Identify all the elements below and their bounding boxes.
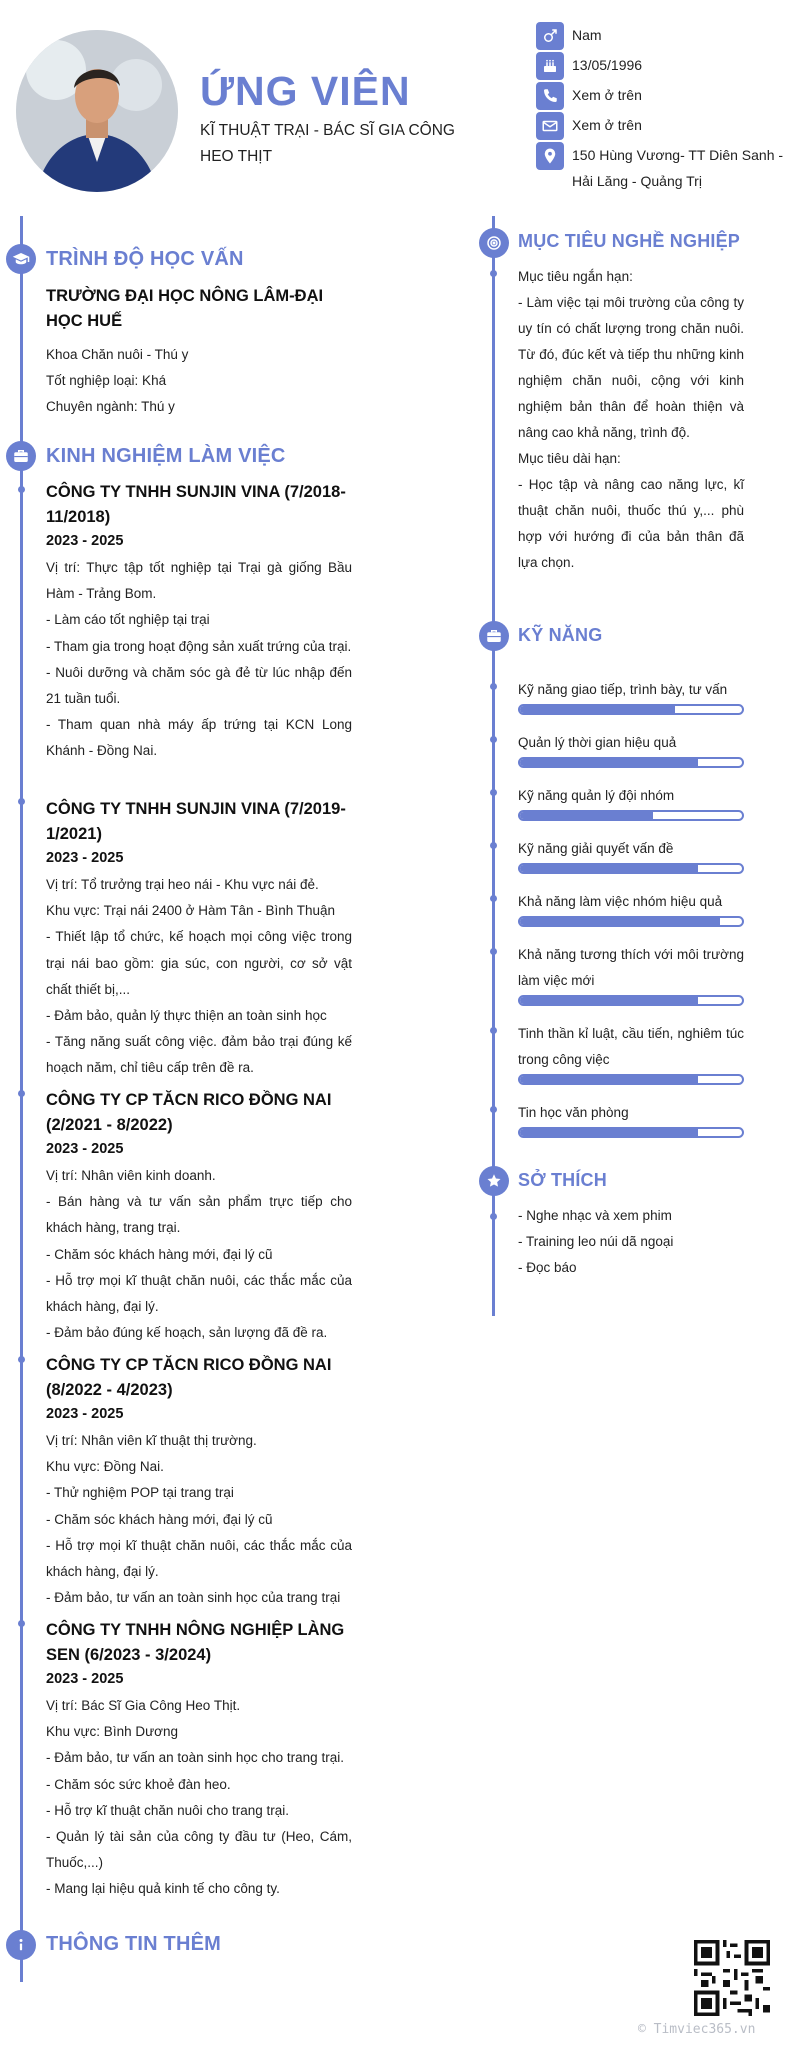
skill-name: Kỹ năng quản lý đội nhóm bbox=[518, 788, 675, 803]
contact-info bbox=[536, 22, 796, 194]
hobbies-heading: SỞ THÍCH bbox=[518, 1170, 607, 1190]
dob-text: 13/05/1996 bbox=[572, 57, 643, 73]
qr-code bbox=[694, 1940, 770, 2016]
job-years: 2023 - 2025 bbox=[46, 1141, 124, 1157]
timeline-dot bbox=[490, 1106, 497, 1113]
skill-bar-fill bbox=[520, 865, 698, 872]
long-term-text: - Học tập và nâng cao năng lực, kĩ thuật chăn nuôi, thuốc thú y,... phù hợp với hướng đi của bản thân đã lựa chọn. bbox=[518, 477, 744, 570]
timeline-dot bbox=[490, 948, 497, 955]
job-years: 2023 - 2025 bbox=[46, 1671, 124, 1687]
job-years: 2023 - 2025 bbox=[46, 850, 124, 866]
job-line: - Thiết lập tổ chức, kế hoạch mọi công việc trong trại nái bao gồm: gia súc, con người, cơ sở vật chất thiết bị,... bbox=[46, 929, 352, 997]
timeline-dot bbox=[490, 789, 497, 796]
briefcase-icon bbox=[6, 441, 36, 471]
job-line: - Tham quan nhà máy ấp trứng tại KCN Long Khánh - Đồng Nai. bbox=[46, 717, 352, 759]
job-line: - Nuôi dưỡng và chăm sóc gà đẻ từ lúc nhập đến 21 tuần tuổi. bbox=[46, 664, 352, 707]
skill-item bbox=[518, 889, 744, 927]
skill-item bbox=[518, 1100, 744, 1138]
job-company: CÔNG TY CP TĂCN RICO ĐỒNG NAI (2/2021 - 8/2022) bbox=[46, 1091, 332, 1134]
email-text: Xem ở trên bbox=[572, 117, 642, 133]
timeline-dot bbox=[490, 736, 497, 743]
long-term-label: Mục tiêu dài hạn: bbox=[518, 451, 621, 466]
contact-dob bbox=[536, 52, 796, 82]
job-line: - Quản lý tài sản của công ty đầu tư (Heo, Cám, Thuốc,...) bbox=[46, 1829, 352, 1871]
phone-text: Xem ở trên bbox=[572, 87, 642, 103]
job-line: - Tham gia trong hoạt động sản xuất trứng của trại. bbox=[46, 638, 352, 654]
avatar bbox=[16, 30, 178, 192]
candidate-name: ỨNG VIÊN bbox=[200, 68, 411, 114]
skill-bar bbox=[518, 863, 744, 874]
skill-bar-fill bbox=[520, 706, 675, 713]
timeline-dot bbox=[490, 895, 497, 902]
skills-heading: KỸ NĂNG bbox=[518, 625, 603, 645]
job-line: - Chăm sóc khách hàng mới, đại lý cũ bbox=[46, 1246, 273, 1262]
timeline-dot bbox=[18, 1620, 25, 1627]
job-company: CÔNG TY CP TĂCN RICO ĐỒNG NAI (8/2022 - 4/2023) bbox=[46, 1356, 332, 1399]
job-line: Vị trí: Thực tập tốt nghiệp tại Trại gà giống Bầu Hàm - Trảng Bom. bbox=[46, 560, 352, 602]
skill-item bbox=[518, 730, 744, 768]
skill-bar-fill bbox=[520, 1129, 698, 1136]
birthday-cake-icon bbox=[536, 52, 564, 80]
job-company: CÔNG TY TNHH SUNJIN VINA (7/2018-11/2018) bbox=[46, 483, 346, 526]
education-section bbox=[46, 284, 352, 421]
hobby-item: - Training leo núi dã ngoại bbox=[518, 1234, 674, 1249]
star-icon bbox=[479, 1166, 509, 1196]
job-title: KĨ THUẬT TRẠI - BÁC SĨ GIA CÔNG HEO THỊT bbox=[200, 122, 455, 165]
job-line: - Hỗ trợ kĩ thuật chăn nuôi cho trang trại. bbox=[46, 1802, 289, 1818]
skill-bar bbox=[518, 810, 744, 821]
job-entry bbox=[46, 480, 352, 765]
skill-bar-fill bbox=[520, 1076, 698, 1083]
timeline-dot bbox=[18, 798, 25, 805]
contact-phone bbox=[536, 82, 796, 112]
timeline-dot bbox=[18, 1090, 25, 1097]
education-line: Khoa Chăn nuôi - Thú y bbox=[46, 347, 189, 362]
contact-email bbox=[536, 112, 796, 142]
right-timeline bbox=[492, 216, 495, 1316]
skill-name: Tin học văn phòng bbox=[518, 1105, 629, 1120]
job-line: - Đảm bảo đúng kế hoạch, sản lượng đã đề ra. bbox=[46, 1325, 328, 1341]
info-icon bbox=[6, 1930, 36, 1960]
graduation-cap-icon bbox=[6, 244, 36, 274]
objective-heading: MỤC TIÊU NGHỀ NGHIỆP bbox=[518, 231, 741, 251]
skill-bar bbox=[518, 1074, 744, 1085]
skill-name: Tinh thần kỉ luật, cầu tiến, nghiêm túc trong công việc bbox=[518, 1026, 744, 1067]
job-company: CÔNG TY TNHH SUNJIN VINA (7/2019-1/2021) bbox=[46, 800, 346, 843]
skills-briefcase-icon bbox=[479, 621, 509, 651]
timeline-dot bbox=[18, 486, 25, 493]
email-icon bbox=[536, 112, 564, 140]
skill-name: Khả năng làm việc nhóm hiệu quả bbox=[518, 894, 723, 909]
target-icon bbox=[479, 228, 509, 258]
short-term-label: Mục tiêu ngắn hạn: bbox=[518, 269, 633, 284]
skill-bar bbox=[518, 757, 744, 768]
skill-item bbox=[518, 1021, 744, 1085]
skill-item bbox=[518, 677, 744, 715]
skill-bar-fill bbox=[520, 918, 720, 925]
location-pin-icon bbox=[536, 142, 564, 170]
job-line: - Hỗ trợ mọi kĩ thuật chăn nuôi, các thắc mắc của khách hàng, đại lý. bbox=[46, 1537, 352, 1580]
job-line: - Thử nghiệm POP tại trang trại bbox=[46, 1485, 234, 1501]
education-line: Tốt nghiệp loại: Khá bbox=[46, 373, 167, 389]
experience-heading: KINH NGHIỆM LÀM VIỆC bbox=[46, 445, 286, 467]
skill-name: Khả năng tương thích với môi trường làm việc mới bbox=[518, 947, 744, 988]
job-line: Vị trí: Nhân viên kĩ thuật thị trường. bbox=[46, 1433, 257, 1448]
watermark: © Timviec365.vn bbox=[638, 2022, 756, 2037]
skill-item bbox=[518, 942, 744, 1006]
job-line: - Mang lại hiệu quả kinh tế cho công ty. bbox=[46, 1881, 280, 1897]
skill-name: Quản lý thời gian hiệu quả bbox=[518, 735, 677, 750]
job-entry bbox=[46, 1353, 352, 1611]
skill-bar bbox=[518, 704, 744, 715]
phone-icon bbox=[536, 82, 564, 110]
job-years: 2023 - 2025 bbox=[46, 1406, 124, 1422]
skill-item bbox=[518, 783, 744, 821]
skill-bar-fill bbox=[520, 759, 698, 766]
job-line: - Tăng năng suất công việc. đảm bảo trại đúng kế hoạch năm, chỉ tiêu cấp trên đề ra. bbox=[46, 1034, 352, 1076]
job-line: - Làm cáo tốt nghiệp tại trại bbox=[46, 612, 210, 628]
objective-section bbox=[518, 264, 744, 576]
hobbies-list bbox=[518, 1203, 744, 1281]
job-years: 2023 - 2025 bbox=[46, 533, 124, 549]
timeline-dot bbox=[490, 270, 497, 277]
job-line: Vị trí: Bác Sĩ Gia Công Heo Thịt. bbox=[46, 1698, 241, 1713]
gender-icon bbox=[536, 22, 564, 50]
job-line: - Bán hàng và tư vấn sản phẩm trực tiếp cho khách hàng, trang trại. bbox=[46, 1194, 352, 1236]
job-line: Khu vực: Bình Dương bbox=[46, 1724, 178, 1740]
contact-address bbox=[536, 142, 796, 194]
job-line: - Đảm bảo, tư vấn an toàn sinh học cho trang trại. bbox=[46, 1750, 344, 1766]
job-line: - Chăm sóc sức khoẻ đàn heo. bbox=[46, 1776, 231, 1792]
timeline-dot bbox=[490, 1027, 497, 1034]
timeline-dot bbox=[490, 1213, 497, 1220]
job-line: - Đảm bảo, quản lý thực thiện an toàn sinh học bbox=[46, 1008, 327, 1024]
job-company: CÔNG TY TNHH NÔNG NGHIỆP LÀNG SEN (6/2023 - 3/2024) bbox=[46, 1621, 345, 1664]
skill-bar bbox=[518, 995, 744, 1006]
job-line: - Chăm sóc khách hàng mới, đại lý cũ bbox=[46, 1511, 273, 1527]
gender-text: Nam bbox=[572, 27, 602, 43]
skill-name: Kỹ năng giao tiếp, trình bày, tư vấn bbox=[518, 682, 728, 697]
job-line: Vị trí: Tổ trưởng trại heo nái - Khu vực nái đẻ. bbox=[46, 877, 319, 892]
job-line: Khu vực: Đồng Nai. bbox=[46, 1459, 164, 1475]
avatar-photo bbox=[16, 30, 178, 192]
education-line: Chuyên ngành: Thú y bbox=[46, 399, 175, 415]
skill-bar-fill bbox=[520, 997, 698, 1004]
contact-gender bbox=[536, 22, 796, 52]
timeline-dot bbox=[490, 842, 497, 849]
school-name: TRƯỜNG ĐẠI HỌC NÔNG LÂM-ĐẠI HỌC HUẾ bbox=[46, 287, 324, 330]
more-info-heading: THÔNG TIN THÊM bbox=[46, 1933, 222, 1955]
skill-name: Kỹ năng giải quyết vấn đề bbox=[518, 841, 674, 856]
job-line: - Hỗ trợ mọi kĩ thuật chăn nuôi, các thắc mắc của khách hàng, đại lý. bbox=[46, 1272, 352, 1315]
job-entry bbox=[46, 1088, 352, 1346]
job-line: Khu vực: Trại nái 2400 ở Hàm Tân - Bình Thuận bbox=[46, 903, 336, 919]
short-term-text: - Làm việc tại môi trường của công ty uy tín có chất lượng trong chăn nuôi. Từ đó, đúc kết và tiếp thu những kinh nghiệm chăn nuôi, cộng với kinh nghiệm bản thân để hoàn thiện và nâng cao khả năng, trình độ. bbox=[518, 295, 744, 440]
job-line: Vị trí: Nhân viên kinh doanh. bbox=[46, 1168, 216, 1183]
timeline-dot bbox=[18, 1356, 25, 1363]
skill-bar bbox=[518, 916, 744, 927]
job-entry bbox=[46, 1618, 352, 1903]
address-text: 150 Hùng Vương- TT Diên Sanh - Hải Lăng - Quảng Trị bbox=[572, 147, 784, 189]
skill-item bbox=[518, 836, 744, 874]
job-line: - Đảm bảo, tư vấn an toàn sinh học của trang trại bbox=[46, 1590, 341, 1606]
job-entry bbox=[46, 797, 352, 1082]
hobby-item: - Đọc báo bbox=[518, 1260, 577, 1275]
timeline-dot bbox=[490, 683, 497, 690]
skill-bar-fill bbox=[520, 812, 653, 819]
left-timeline bbox=[20, 216, 23, 1982]
education-heading: TRÌNH ĐỘ HỌC VẤN bbox=[46, 248, 244, 270]
hobby-item: - Nghe nhạc và xem phim bbox=[518, 1208, 672, 1223]
skill-bar bbox=[518, 1127, 744, 1138]
